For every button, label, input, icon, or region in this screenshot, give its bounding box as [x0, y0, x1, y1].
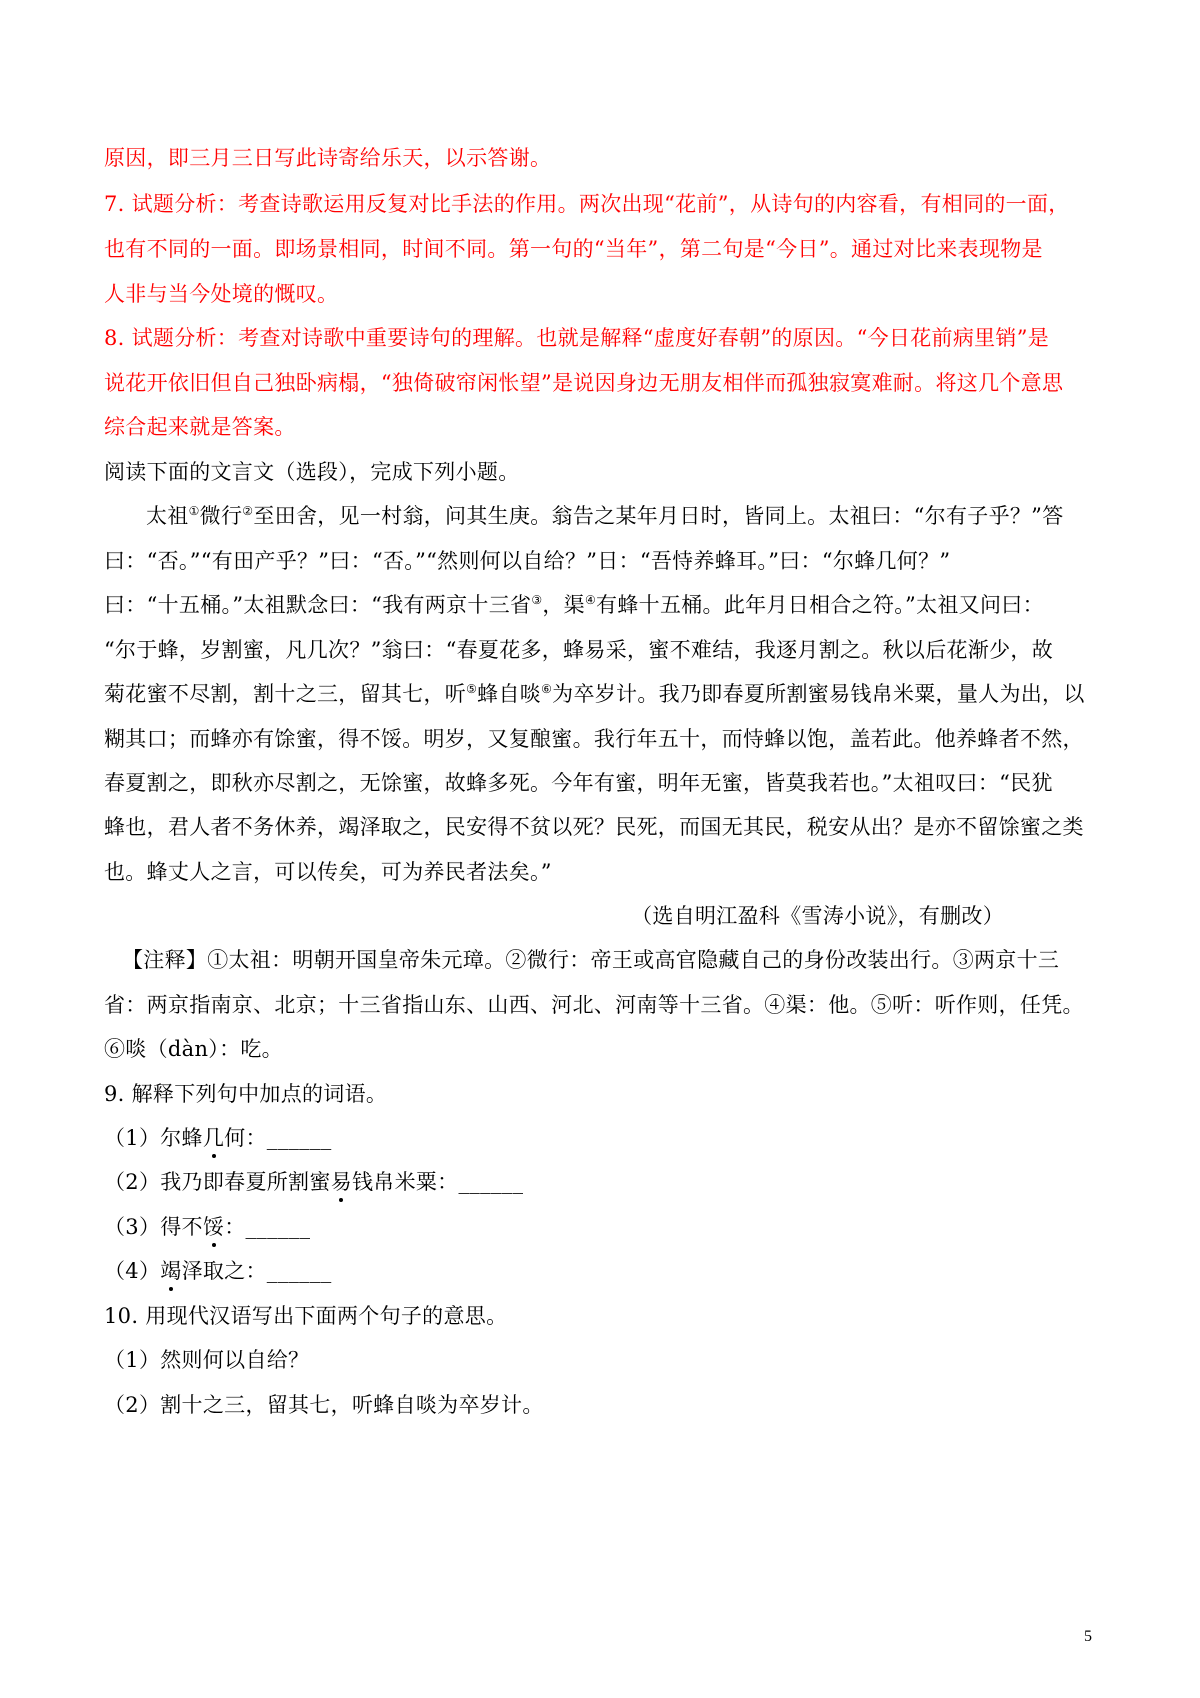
question-10-title: 10. 用现代汉语写出下面两个句子的意思。 — [104, 1304, 508, 1328]
question-10-item: （1）然则何以自给？ — [104, 1348, 310, 1372]
emphasis-dot-char: 易 — [331, 1166, 352, 1196]
source-citation: （选自明江盈科《雪涛小说》，有删改） — [631, 904, 1004, 928]
question-9-item: （3）得不馁：______ — [104, 1211, 310, 1241]
analysis-q8-line: 说花开依旧但自己独卧病榻，“独倚破帘闲怅望”是说因身边无朋友相伴而孤独寂寞难耐。将这几个意思 — [104, 371, 1064, 395]
analysis-q8-line: 8. 试题分析：考查对诗歌中重要诗句的理解。也就是解释“虚度好春朝”的原因。“今日花前病里销”是 — [104, 326, 1050, 350]
notes-line: 省：两京指南京、北京；十三省指山东、山西、河北、河南等十三省。④渠：他。⑤听：听作则，任凭。 — [104, 993, 1084, 1017]
passage-line: 菊花蜜不尽割，割十之三，留其七，听⑤蜂自啖⑥为卒岁计。我乃即春夏所割蜜易钱帛米粟，量人为出，以 — [104, 682, 1085, 706]
passage-line: 也。蜂丈人之言，可以传矣，可为养民者法矣。” — [104, 860, 552, 884]
passage-line: 太祖①微行②至田舍，见一村翁，问其生庚。翁告之某年月日时，皆同上。太祖曰：“尔有子乎？”答 — [146, 504, 1064, 528]
passage-line: “尔于蜂，岁割蜜，凡几次？”翁曰：“春夏花多，蜂易采，蜜不难结，我逐月割之。秋以后花渐少，故 — [104, 638, 1054, 662]
emphasis-dot-char: 几 — [203, 1122, 224, 1152]
reading-instruction: 阅读下面的文言文（选段），完成下列小题。 — [104, 460, 520, 484]
passage-line: 春夏割之，即秋亦尽割之，无馀蜜，故蜂多死。今年有蜜，明年无蜜，皆莫我若也。”太祖叹曰：“民犹 — [104, 771, 1053, 795]
notes-line: ⑥啖（dàn）：吃。 — [104, 1037, 283, 1061]
passage-line: 曰：“否。”“有田产乎？”曰：“否。”“然则何以自给？”日：“吾恃养蜂耳。”曰：“尔蜂几何？” — [104, 549, 951, 573]
emphasis-dot-char: 馁 — [203, 1211, 224, 1241]
emphasis-dot-char: 竭 — [160, 1255, 181, 1285]
question-10-item: （2）割十之三，留其七，听蜂自啖为卒岁计。 — [104, 1393, 544, 1417]
analysis-text-line: 原因，即三月三日写此诗寄给乐天，以示答谢。 — [104, 146, 552, 170]
notes-line: 【注释】①太祖：明朝开国皇帝朱元璋。②微行：帝王或高官隐藏自己的身份改装出行。③两京十三 — [122, 948, 1060, 972]
analysis-q7-line: 也有不同的一面。即场景相同，时间不同。第一句的“当年”，第二句是“今日”。通过对比来表现物是 — [104, 237, 1043, 261]
page-number: 5 — [1084, 1628, 1092, 1645]
analysis-q8-line: 综合起来就是答案。 — [104, 415, 296, 439]
question-9-item: （4）竭泽取之：______ — [104, 1255, 332, 1285]
question-9-item: （1）尔蜂几何：______ — [104, 1122, 332, 1152]
question-9-item: （2）我乃即春夏所割蜜易钱帛米粟：______ — [104, 1166, 523, 1196]
passage-line: 糊其口；而蜂亦有馀蜜，得不馁。明岁，又复酿蜜。我行年五十，而恃蜂以饱，盖若此。他养蜂者不然， — [104, 727, 1084, 751]
passage-line: 曰：“十五桶。”太祖默念曰：“我有两京十三省③，渠④有蜂十五桶。此年月日相合之符。”太祖又问曰： — [104, 593, 1044, 617]
analysis-q7-line: 人非与当今处境的慨叹。 — [104, 282, 339, 306]
analysis-q7-line: 7. 试题分析：考查诗歌运用反复对比手法的作用。两次出现“花前”，从诗句的内容看，有相同的一面， — [104, 192, 1070, 216]
question-9-title: 9. 解释下列句中加点的词语。 — [104, 1082, 388, 1106]
passage-line: 蜂也，君人者不务休养，竭泽取之，民安得不贫以死？民死，而国无其民，税安从出？是亦不留馀蜜之类 — [104, 815, 1084, 839]
